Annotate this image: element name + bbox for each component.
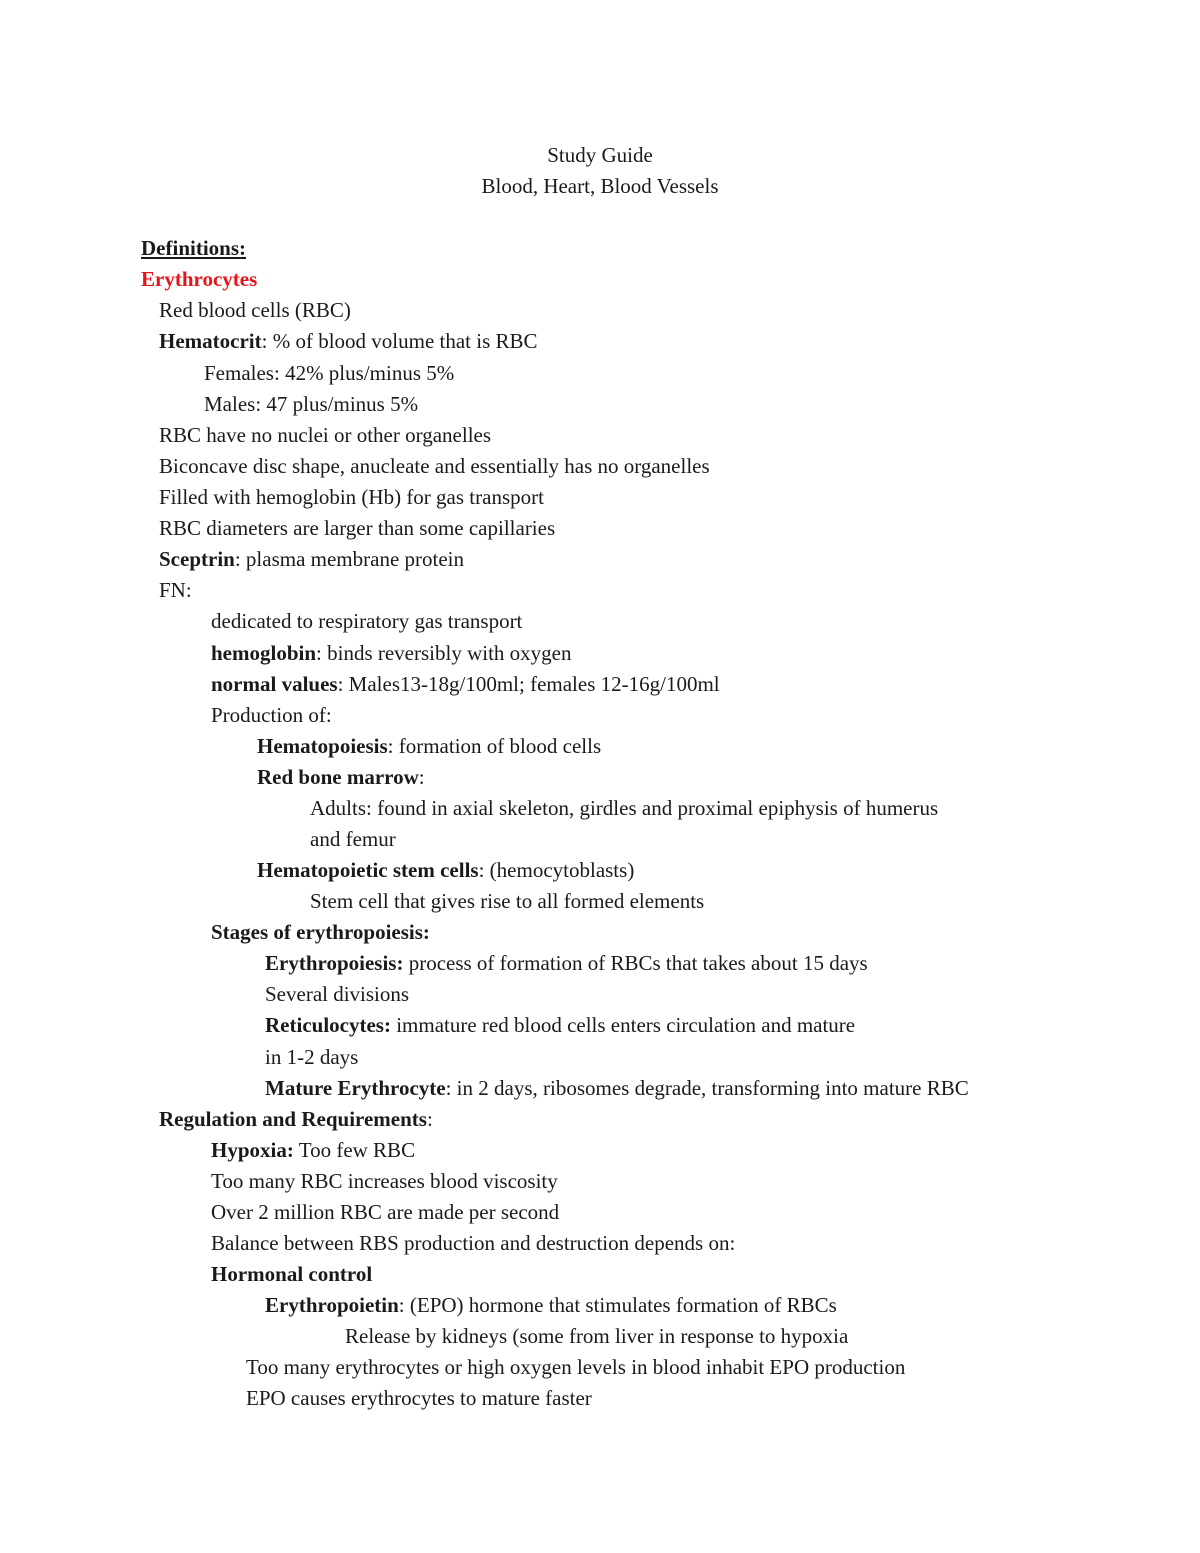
definition-text: : % of blood volume that is RBC bbox=[261, 329, 538, 353]
definition-term: Hormonal control bbox=[211, 1262, 373, 1286]
definition-text: Red blood cells (RBC) bbox=[159, 298, 351, 322]
definition-line bbox=[211, 669, 720, 700]
definition-line bbox=[211, 700, 332, 731]
page-title: Study Guide bbox=[547, 143, 653, 167]
definition-term: Hematopoiesis bbox=[257, 734, 388, 758]
definition-text: : bbox=[426, 1107, 433, 1131]
definition-term: hemoglobin bbox=[211, 641, 317, 665]
definition-line bbox=[204, 358, 454, 389]
definition-text: : plasma membrane protein bbox=[234, 547, 465, 571]
definition-line bbox=[265, 1042, 358, 1073]
definition-text: process of formation of RBCs that takes about 15 days bbox=[403, 951, 868, 975]
definition-line bbox=[257, 731, 601, 762]
definition-line bbox=[211, 1259, 372, 1290]
definition-text: Too many erythrocytes or high oxygen levels in blood inhabit EPO production bbox=[246, 1355, 906, 1379]
definition-line bbox=[159, 575, 192, 606]
definition-line bbox=[310, 886, 704, 917]
definition-term: Sceptrin bbox=[159, 547, 235, 571]
definition-text: Too many RBC increases blood viscosity bbox=[211, 1169, 558, 1193]
definition-text: Females: 42% plus/minus 5% bbox=[204, 361, 455, 385]
definition-term: Stages of erythropoiesis: bbox=[211, 920, 430, 944]
definition-text: and femur bbox=[310, 827, 396, 851]
definition-text: Release by kidneys (some from liver in response to hypoxia bbox=[345, 1324, 849, 1348]
definition-line bbox=[159, 482, 544, 513]
definition-text: Over 2 million RBC are made per second bbox=[211, 1200, 560, 1224]
definitions-heading: Definitions: bbox=[141, 236, 246, 260]
definition-line bbox=[211, 1197, 559, 1228]
definition-line bbox=[265, 1290, 837, 1321]
definition-text: Stem cell that gives rise to all formed elements bbox=[310, 889, 705, 913]
definition-line bbox=[211, 1135, 415, 1166]
definition-text: : (EPO) hormone that stimulates formation of RBCs bbox=[398, 1293, 837, 1317]
definition-line bbox=[159, 420, 491, 451]
definition-text: : Males13-18g/100ml; females 12-16g/100ml bbox=[337, 672, 720, 696]
definition-term: Reticulocytes: bbox=[265, 1013, 391, 1037]
definition-line bbox=[159, 513, 555, 544]
definition-text: Balance between RBS production and destruction depends on: bbox=[211, 1231, 736, 1255]
definition-line bbox=[159, 326, 538, 357]
definition-term: Regulation and Requirements bbox=[159, 1107, 427, 1131]
definition-line bbox=[211, 1228, 735, 1259]
definition-text: : (hemocytoblasts) bbox=[478, 858, 635, 882]
definition-line bbox=[211, 917, 430, 948]
definition-line bbox=[246, 1383, 592, 1414]
definition-text: Adults: found in axial skeleton, girdles and proximal epiphysis of humerus bbox=[310, 796, 939, 820]
definition-text: Production of: bbox=[211, 703, 332, 727]
section-heading-erythrocytes: Erythrocytes bbox=[141, 267, 258, 291]
definition-line bbox=[265, 1010, 855, 1041]
definition-line bbox=[265, 948, 868, 979]
definition-text: : bbox=[418, 765, 425, 789]
definition-text: Males: 47 plus/minus 5% bbox=[204, 392, 419, 416]
definition-line bbox=[246, 1352, 905, 1383]
definition-term: Erythropoiesis: bbox=[265, 951, 404, 975]
definition-text: immature red blood cells enters circulation and mature bbox=[390, 1013, 856, 1037]
definition-term: Hypoxia: bbox=[211, 1138, 294, 1162]
definition-text: Several divisions bbox=[265, 982, 410, 1006]
definition-term: Hematopoietic stem cells bbox=[257, 858, 479, 882]
definition-text: RBC have no nuclei or other organelles bbox=[159, 423, 492, 447]
definition-line bbox=[204, 389, 418, 420]
definition-line bbox=[345, 1321, 848, 1352]
definition-term: normal values bbox=[211, 672, 338, 696]
definition-text: Too few RBC bbox=[293, 1138, 416, 1162]
definition-text: Biconcave disc shape, anucleate and essentially has no organelles bbox=[159, 454, 710, 478]
definition-text: RBC diameters are larger than some capillaries bbox=[159, 516, 556, 540]
definition-line bbox=[159, 1104, 433, 1135]
definition-text: in 1-2 days bbox=[265, 1045, 359, 1069]
definition-line bbox=[211, 606, 522, 637]
definition-line bbox=[265, 979, 409, 1010]
definition-text: : binds reversibly with oxygen bbox=[316, 641, 572, 665]
definition-text: dedicated to respiratory gas transport bbox=[211, 609, 523, 633]
definition-text: : formation of blood cells bbox=[387, 734, 602, 758]
page-subtitle: Blood, Heart, Blood Vessels bbox=[481, 174, 719, 198]
definition-line bbox=[257, 855, 634, 886]
definition-text: FN: bbox=[159, 578, 192, 602]
definition-term: Mature Erythrocyte bbox=[265, 1076, 446, 1100]
definition-line bbox=[159, 295, 351, 326]
definition-line bbox=[257, 762, 425, 793]
definition-term: Erythropoietin bbox=[265, 1293, 399, 1317]
definition-line bbox=[159, 451, 710, 482]
definition-text: EPO causes erythrocytes to mature faster bbox=[246, 1386, 592, 1410]
definition-line bbox=[310, 793, 938, 824]
definition-line bbox=[265, 1073, 969, 1104]
definition-term: Hematocrit bbox=[159, 329, 262, 353]
definition-term: Red bone marrow bbox=[257, 765, 419, 789]
definition-text: Filled with hemoglobin (Hb) for gas transport bbox=[159, 485, 544, 509]
definition-line bbox=[211, 638, 572, 669]
definition-line bbox=[310, 824, 396, 855]
definition-text: : in 2 days, ribosomes degrade, transforming into mature RBC bbox=[445, 1076, 969, 1100]
definition-line bbox=[159, 544, 464, 575]
definition-line bbox=[211, 1166, 558, 1197]
